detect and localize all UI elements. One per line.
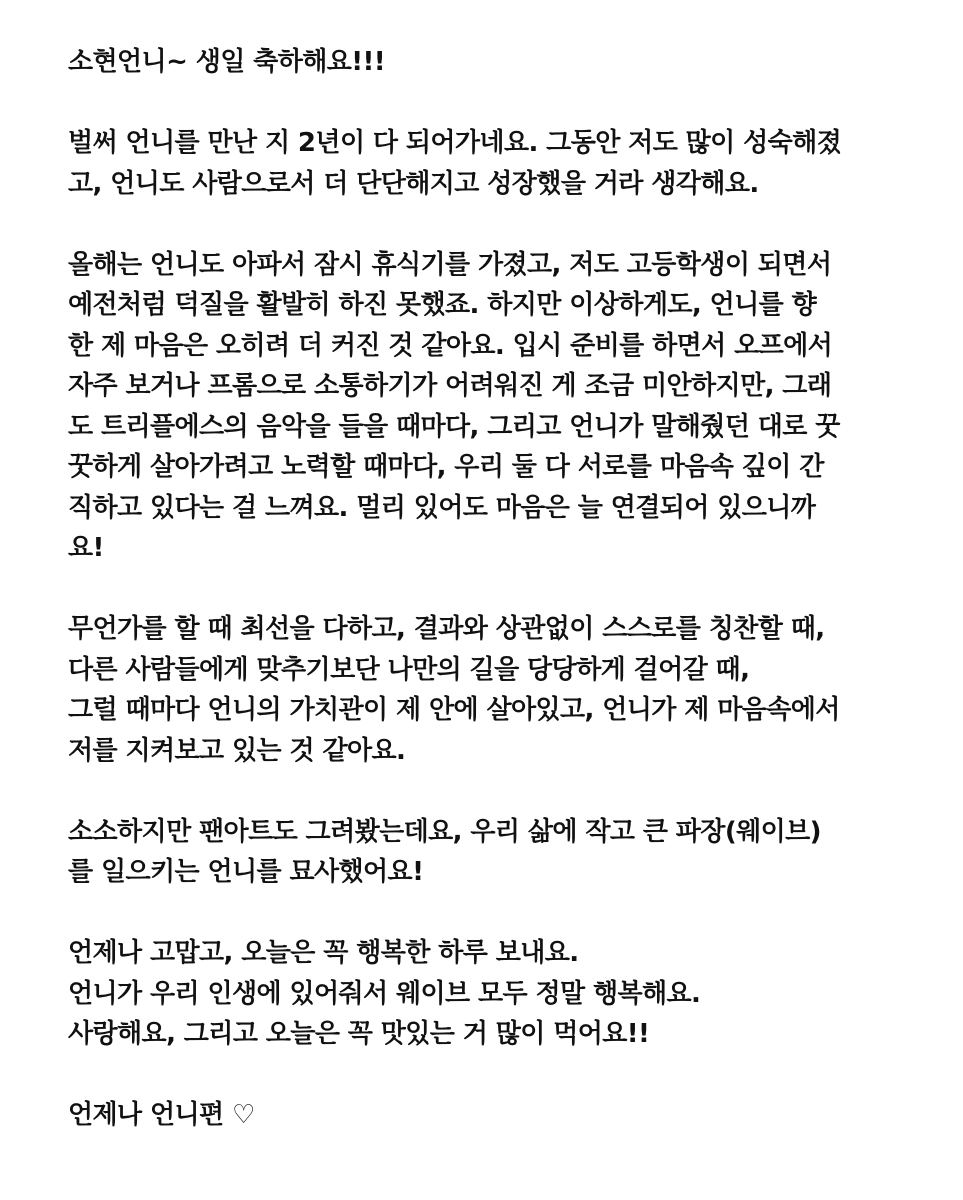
heart-icon: ♡ <box>232 1100 255 1130</box>
text-line: 요! <box>68 533 104 563</box>
text-line: 사랑해요, 그리고 오늘은 꼭 맛있는 거 많이 먹어요!! <box>68 1019 650 1049</box>
text-line: 무언가를 할 때 최선을 다하고, 결과와 상관없이 스스로를 칭찬할 때, <box>68 614 825 644</box>
text-line: 저를 지켜보고 있는 것 같아요. <box>68 735 406 766</box>
text-line: 올해는 언니도 아파서 잠시 휴식기를 가졌고, 저도 고등학생이 되면서 <box>68 249 832 280</box>
text-line: 를 일으키는 언니를 묘사했어요! <box>68 857 424 887</box>
text-line: 언제나 고맙고, 오늘은 꼭 행복한 하루 보내요. <box>68 938 579 968</box>
text-line: 직하고 있다는 걸 느껴요. 멀리 있어도 마음은 늘 연결되어 있으니까 <box>68 492 816 523</box>
paragraph-fanart <box>68 812 938 893</box>
paragraph-this-year <box>68 245 938 569</box>
paragraph-values <box>68 609 938 771</box>
signature-text: 언제나 언니편 <box>68 1100 224 1130</box>
signature-line <box>68 1095 938 1136</box>
letter-body <box>68 42 938 1136</box>
text-line: 벌써 언니를 만난 지 2년이 다 되어가네요. 그동안 저도 많이 성숙해졌 <box>68 128 842 158</box>
paragraph-anniversary <box>68 123 938 204</box>
signature-paragraph <box>68 1095 938 1136</box>
text-line: 소소하지만 팬아트도 그려봤는데요, 우리 삶에 작고 큰 파장(웨이브) <box>68 816 821 847</box>
text-line: 고, 언니도 사람으로서 더 단단해지고 성장했을 거라 생각해요. <box>68 168 759 199</box>
text-line: 다른 사람들에게 맞추기보단 나만의 길을 당당하게 걸어갈 때, <box>68 654 750 685</box>
greeting-line: 소현언니~ 생일 축하해요!!! <box>68 47 386 77</box>
text-line: 자주 보거나 프롬으로 소통하기가 어려워진 게 조금 미안하지만, 그래 <box>68 371 832 401</box>
greeting-paragraph <box>68 42 938 83</box>
paragraph-thanks <box>68 933 938 1055</box>
text-line: 꿋하게 살아가려고 노력할 때마다, 우리 둘 다 서로를 마음속 깊이 간 <box>68 452 824 482</box>
text-line: 언니가 우리 인생에 있어줘서 웨이브 모두 정말 행복해요. <box>68 978 701 1009</box>
text-line: 한 제 마음은 오히려 더 커진 것 같아요. 입시 준비를 하면서 오프에서 <box>68 330 833 361</box>
text-line: 예전처럼 덕질을 활발히 하진 못했죠. 하지만 이상하게도, 언니를 향 <box>68 290 817 320</box>
text-line: 그럴 때마다 언니의 가치관이 제 안에 살아있고, 언니가 제 마음속에서 <box>68 695 840 725</box>
text-line: 도 트리플에스의 음악을 들을 때마다, 그리고 언니가 말해줬던 대로 꿋 <box>68 411 840 442</box>
